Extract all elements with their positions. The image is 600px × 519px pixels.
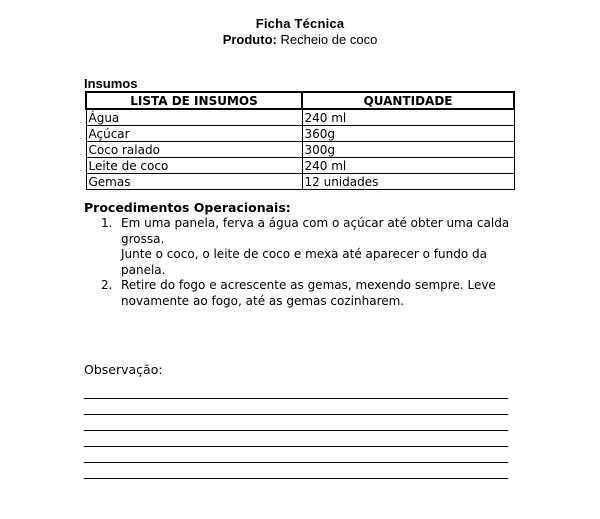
- observation-lines: [84, 383, 508, 479]
- step-line: Junte o coco, o leite de coco e mexa até aparecer o fundo da: [121, 247, 487, 261]
- insumo-quantity: 240 ml: [302, 109, 514, 126]
- table-row: [86, 126, 514, 142]
- product-value: Recheio de coco: [280, 32, 378, 47]
- table-header-row: [86, 92, 514, 109]
- insumo-name: Açúcar: [86, 126, 302, 142]
- observation-blank-line: [84, 463, 508, 479]
- insumo-name: Gemas: [86, 174, 302, 190]
- product-label: Produto:: [222, 32, 277, 47]
- observation-blank-line: [84, 399, 508, 415]
- table-row: [86, 142, 514, 158]
- insumo-name: Leite de coco: [86, 158, 302, 174]
- insumo-quantity: 12 unidades: [302, 174, 514, 190]
- table-row: [86, 174, 514, 190]
- insumos-section-title: Insumos: [84, 76, 138, 91]
- product-line: [0, 32, 600, 47]
- observation-blank-line: [84, 383, 508, 399]
- step-line: novamente ao fogo, até as gemas cozinharem.: [121, 293, 405, 308]
- procedure-steps: [101, 216, 521, 309]
- table-row: [86, 109, 514, 126]
- procedure-step-2: [101, 278, 521, 309]
- step-line: Retire do fogo e acrescente as gemas, mexendo sempre. Leve: [121, 278, 496, 292]
- step-line: grossa.: [121, 231, 165, 246]
- step-line: panela.: [121, 262, 166, 277]
- procedure-step-1: [101, 216, 521, 278]
- column-header-insumos: LISTA DE INSUMOS: [86, 92, 302, 109]
- column-header-quantidade: QUANTIDADE: [302, 92, 514, 109]
- step-number: 1.: [101, 216, 113, 230]
- insumo-quantity: 360g: [302, 126, 514, 142]
- table-row: [86, 158, 514, 174]
- procedures-title: Procedimentos Operacionais:: [84, 200, 291, 215]
- observation-blank-line: [84, 431, 508, 447]
- document-title: Ficha Técnica: [255, 16, 345, 31]
- insumos-table: [85, 91, 515, 190]
- observation-blank-line: [84, 415, 508, 431]
- insumo-name: Água: [86, 109, 302, 126]
- insumo-name: Coco ralado: [86, 142, 302, 158]
- insumo-quantity: 300g: [302, 142, 514, 158]
- step-line: Em uma panela, ferva a água com o açúcar até obter uma calda: [121, 216, 510, 230]
- step-text: [121, 278, 521, 309]
- step-text: [121, 216, 521, 278]
- observation-label: Observação:: [84, 362, 163, 377]
- insumo-quantity: 240 ml: [302, 158, 514, 174]
- observation-blank-line: [84, 447, 508, 463]
- step-number: 2.: [101, 278, 113, 292]
